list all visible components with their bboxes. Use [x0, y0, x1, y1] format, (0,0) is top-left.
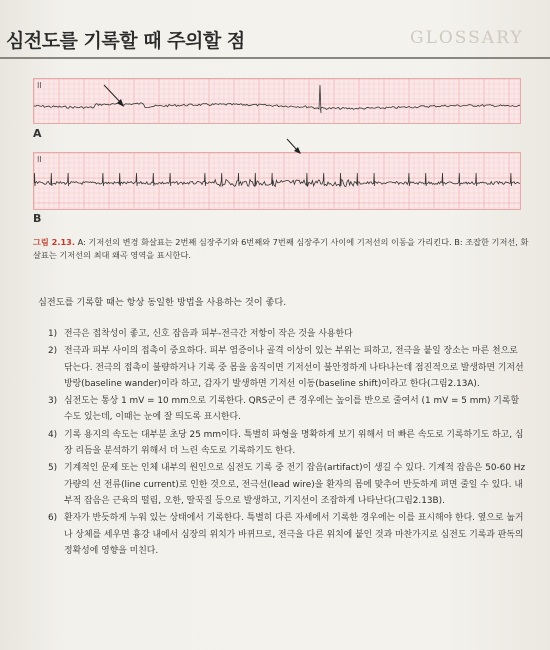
figure-label-b: B: [33, 212, 42, 225]
item-number: 3): [48, 396, 58, 407]
caption-number: 그림 2.13.: [33, 237, 75, 247]
show-through-text: GLOSSARY: [410, 28, 524, 48]
item-text: 심전도는 통상 1 mV = 10 mm으로 기록한다. QRS군이 큰 경우에는 높이를 반으로 줄여서 (1 mV = 5 mm) 기록할 수도 있는데, 이때는 눈에 잘 띄도록 표시한다.: [64, 396, 520, 423]
precaution-list: [48, 326, 526, 560]
caption-text: A: 기저선의 변경 화살표는 2번째 심장주기와 6번째와 7번째 심장주기 사이에 기저선의 이동을 가리킨다. B: 조잡한 기저선, 화살표는 기저선의 최대 왜곡 영역을 표시한다.: [33, 237, 529, 260]
ecg-strip-b: [33, 152, 521, 210]
item-text: 기록 용지의 속도는 대부분 초당 25 mm이다. 특별히 파형을 명확하게 보기 위해서 더 빠른 속도로 기록하기도 하고, 심장 리듬을 분석하기 위해서 더 느린 속도로 기록하기도 한다.: [64, 429, 524, 457]
intro-paragraph: 심전도를 기록할 때는 항상 동일한 방법을 사용하는 것이 좋다.: [38, 297, 287, 308]
list-item: [48, 326, 526, 342]
item-number: 2): [48, 346, 58, 357]
figure-caption: [33, 236, 533, 262]
page-title: 심전도를 기록할 때 주의할 점: [6, 30, 245, 52]
list-item: [48, 427, 526, 460]
item-text: 전극은 접착성이 좋고, 신호 잡음과 피부-전극간 저항이 작은 것을 사용한다: [64, 329, 353, 339]
arrow-icon: [100, 82, 130, 110]
ecg-trace-b: [34, 153, 520, 209]
item-number: 1): [48, 329, 58, 339]
list-item: [48, 343, 526, 392]
list-item: [48, 460, 526, 509]
item-text: 전극과 피부 사이의 접촉이 중요하다. 피부 염증이나 골격 이상이 있는 부위는 피하고, 전극을 붙일 장소는 마른 천으로 닦는다. 전극의 접촉이 불량하거나 기록 중 몸을 움직이면 기저선이 불안정하게 나타나는데 점진적으로 발생하면 기저선 방랑(baseline wander)이라 하고, 갑자기 발생하면 기저선 이동(baseline shift)이라고 한다(그림2.13A).: [64, 346, 524, 389]
list-item: [48, 393, 526, 426]
list-item: [48, 510, 526, 559]
item-text: 기계적인 문제 또는 인체 내부의 원인으로 심전도 기록 중 전기 잡음(artifact)이 생길 수 있다. 기계적 잡음은 50-60 Hz 가량의 선 전류(line current)로 인한 것으로, 전극선(lead wire)을 환자의 몸에 맞추어 반듯하게 펴면 줄일 수 있다. 내부적 잡음은 근육의 떨림, 오한, 딸꾹질 등으로 발생하고, 기지선이 조잡하게 나타난다(그림2.13B).: [64, 463, 526, 506]
lead-label-b: II: [37, 155, 42, 164]
item-number: 5): [48, 463, 58, 474]
ecg-waveform: [34, 173, 520, 186]
title-rule: [0, 57, 550, 59]
figure-label-a: A: [33, 127, 42, 140]
item-number: 6): [48, 513, 58, 524]
lead-label-a: II: [37, 81, 42, 90]
arrow-icon: [284, 136, 306, 158]
item-number: 4): [48, 429, 58, 440]
item-text: 환자가 반듯하게 누워 있는 상태에서 기록한다. 특별히 다른 자세에서 기록한 경우에는 이를 표시해야 한다. 옆으로 눕거나 상체를 세우면 흉강 내에서 심장의 위치가 바뀌므로, 전극을 다른 위치에 붙인 것과 마찬가지로 심전도 기록과 판독의 정확성에 영향을 미친다.: [64, 513, 524, 556]
